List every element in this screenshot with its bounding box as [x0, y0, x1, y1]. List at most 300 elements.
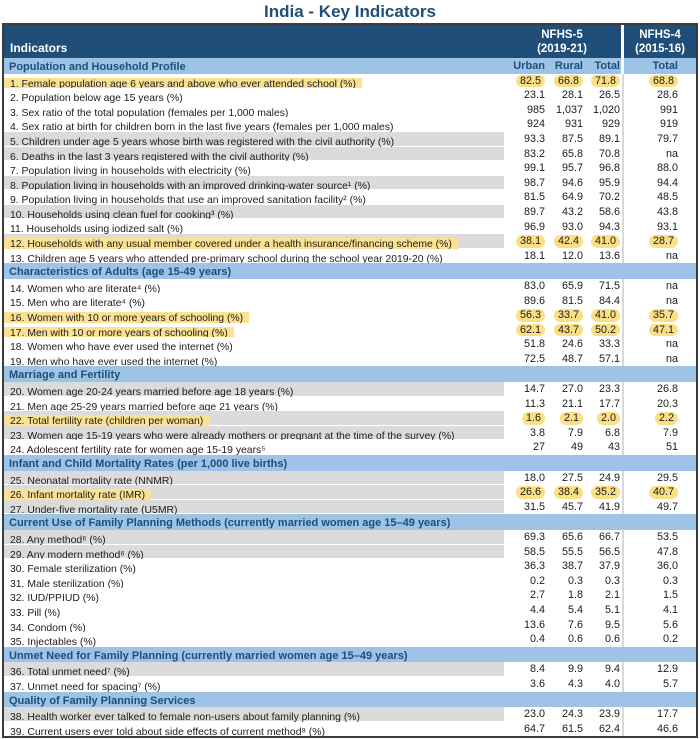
- table-row: [4, 722, 696, 737]
- indicator-label: 27. Under-five mortality rate (U5MR): [10, 504, 178, 515]
- urban-value: 3.6: [529, 677, 545, 690]
- rural-value: 27.5: [561, 471, 583, 484]
- table-row: [4, 397, 696, 412]
- rural-value: 66.8: [554, 75, 583, 88]
- table-row: [4, 132, 696, 147]
- indicator-label: 1. Female population age 6 years and above who ever attended school (%): [4, 78, 362, 89]
- table-row: [4, 279, 696, 294]
- table-row: [4, 440, 696, 455]
- total-value-nfhs4: 2.2: [655, 412, 678, 425]
- rural-value: 45.7: [561, 500, 583, 513]
- indicator-label: 4. Sex ratio at birth for children born in the last five years (females per 1,000 males): [10, 122, 394, 132]
- urban-value: 38.1: [516, 235, 545, 248]
- total-value-nfhs4: 51: [665, 441, 678, 454]
- total-value-nfhs5: 23.3: [598, 383, 620, 396]
- total-value-nfhs4: 28.6: [656, 89, 678, 102]
- rural-value: 81.5: [561, 294, 583, 307]
- urban-value: 0.2: [529, 574, 545, 587]
- rural-value: 24.6: [561, 338, 583, 351]
- table-row: [4, 74, 696, 89]
- indicator-label: 2. Population below age 15 years (%): [10, 93, 183, 103]
- column-group-separator: [620, 662, 624, 677]
- table-row: [4, 707, 696, 722]
- column-header-urban: Urban: [513, 60, 545, 72]
- total-value-nfhs5: 50.2: [591, 324, 620, 337]
- rural-value: 1,037: [555, 103, 583, 116]
- column-group-separator: [620, 603, 624, 618]
- indicator-label: 23. Women age 15-19 years who were already mothers or pregnant at the time of the survey (%): [10, 430, 455, 441]
- section-header-row: [4, 263, 696, 279]
- total-value-nfhs4: 5.7: [662, 677, 678, 690]
- total-value-nfhs5: 1,020: [592, 103, 620, 116]
- table-row: [4, 308, 696, 323]
- section-title: Infant and Child Mortality Rates (per 1,000 live births): [9, 457, 288, 470]
- column-group-separator: [620, 707, 624, 722]
- rural-value: 1.8: [567, 589, 583, 602]
- table-row: [4, 530, 696, 545]
- table-row: [4, 426, 696, 441]
- rural-value: 12.0: [561, 249, 583, 262]
- total-value-nfhs4: 0.3: [662, 574, 678, 587]
- indicator-label: 10. Households using clean fuel for cooking³ (%): [10, 209, 234, 220]
- total-value-nfhs5: 71.8: [591, 75, 620, 88]
- total-value-nfhs5: 26.5: [598, 89, 620, 102]
- total-value-nfhs5: 5.1: [604, 603, 620, 616]
- table-row: [4, 249, 696, 264]
- indicator-label: 16. Women with 10 or more years of schooling (%): [4, 312, 249, 323]
- urban-value: 64.7: [523, 722, 545, 735]
- column-group-separator: [620, 632, 624, 647]
- indicator-label: 14. Women who are literate⁴ (%): [10, 283, 161, 294]
- urban-value: 98.7: [523, 176, 545, 189]
- total-value-nfhs5: 2.1: [604, 589, 620, 602]
- column-group-separator: [620, 279, 624, 294]
- indicator-label: 9. Population living in households that use an improved sanitation facility² (%): [10, 195, 366, 205]
- indicator-label: 36. Total unmet need⁷ (%): [10, 667, 130, 677]
- rural-value: 7.9: [567, 426, 583, 439]
- rural-value: 94.6: [561, 176, 583, 189]
- urban-value: 81.5: [523, 191, 545, 204]
- urban-value: 23.1: [523, 89, 545, 102]
- total-value-nfhs5: 58.6: [598, 205, 620, 218]
- column-group-separator: [620, 426, 624, 441]
- table-row: [4, 574, 696, 589]
- indicator-label: 7. Population living in households with electricity (%): [10, 166, 251, 176]
- total-value-nfhs5: 62.4: [598, 722, 620, 735]
- urban-value: 36.3: [523, 560, 545, 573]
- table-row: [4, 88, 696, 103]
- indicator-label: 38. Health worker ever talked to female non-users about family planning (%): [10, 712, 360, 722]
- column-group-separator: [620, 103, 624, 118]
- rural-value: 33.7: [554, 309, 583, 322]
- urban-value: 96.9: [523, 220, 545, 233]
- column-group-separator: [620, 618, 624, 633]
- table-body: [4, 58, 696, 736]
- column-group-separator: [620, 323, 624, 338]
- total-value-nfhs5: 41.0: [591, 235, 620, 248]
- total-value-nfhs4: na: [665, 294, 678, 307]
- rural-value: 61.5: [561, 722, 583, 735]
- total-value-nfhs4: 53.5: [656, 531, 678, 544]
- urban-value: 82.5: [516, 75, 545, 88]
- total-value-nfhs4: na: [665, 147, 678, 160]
- urban-value: 83.2: [523, 147, 545, 160]
- rural-value: 43.2: [561, 205, 583, 218]
- nfhs5-years: (2019-21): [537, 42, 587, 55]
- column-group-separator: [620, 440, 624, 455]
- urban-value: 26.6: [516, 486, 545, 499]
- column-group-separator: [620, 559, 624, 574]
- column-group-separator: [620, 530, 624, 545]
- indicator-label: 25. Neonatal mortality rate (NNMR): [10, 475, 173, 486]
- indicator-label: 35. Injectables (%): [10, 637, 97, 647]
- total-value-nfhs4: 7.9: [662, 426, 678, 439]
- total-value-nfhs4: na: [665, 352, 678, 365]
- total-value-nfhs5: 2.0: [597, 412, 620, 425]
- total-value-nfhs4: 43.8: [656, 205, 678, 218]
- total-value-nfhs4: 46.6: [656, 722, 678, 735]
- total-value-nfhs5: 13.6: [598, 249, 620, 262]
- urban-value: 69.3: [523, 531, 545, 544]
- total-value-nfhs5: 9.4: [604, 663, 620, 676]
- urban-value: 72.5: [523, 352, 545, 365]
- total-value-nfhs4: 0.2: [662, 633, 678, 646]
- rural-value: 28.1: [561, 89, 583, 102]
- total-value-nfhs5: 35.2: [591, 486, 620, 499]
- table-row: [4, 352, 696, 367]
- rural-value: 0.3: [567, 574, 583, 587]
- column-group-separator: [620, 382, 624, 397]
- table-row: [4, 545, 696, 560]
- total-value-nfhs4: 4.1: [662, 603, 678, 616]
- indicator-label: 30. Female sterilization (%): [10, 564, 136, 574]
- indicator-label: 37. Unmet need for spacing⁷ (%): [10, 681, 161, 692]
- column-group-separator: [620, 74, 624, 89]
- column-group-separator: [620, 117, 624, 132]
- section-title: Unmet Need for Family Planning (currently married women age 15–49 years): [9, 649, 408, 662]
- total-value-nfhs4: 5.6: [662, 618, 678, 631]
- column-group-separator: [620, 545, 624, 560]
- total-value-nfhs4: 35.7: [649, 309, 678, 322]
- indicator-label: 24. Adolescent fertility rate for women age 15-19 years⁵: [10, 445, 266, 455]
- indicator-label: 5. Children under age 5 years whose birth was registered with the civil authority (%): [10, 137, 395, 147]
- total-value-nfhs5: 96.8: [598, 162, 620, 175]
- total-value-nfhs4: na: [665, 279, 678, 292]
- total-value-nfhs4: 12.9: [656, 663, 678, 676]
- indicator-label: 17. Men with 10 or more years of schooling (%): [4, 327, 234, 338]
- total-value-nfhs5: 9.5: [604, 618, 620, 631]
- total-value-nfhs5: 0.3: [604, 574, 620, 587]
- total-value-nfhs5: 41.9: [598, 500, 620, 513]
- indicator-label: 21. Men age 25-29 years married before age 21 years (%): [10, 401, 278, 412]
- indicator-label: 15. Men who are literate⁴ (%): [10, 298, 145, 309]
- section-title: Population and Household Profile: [9, 61, 186, 73]
- rural-value: 95.7: [561, 162, 583, 175]
- indicator-label: 33. Pill (%): [10, 607, 61, 618]
- table-row: [4, 411, 696, 426]
- total-value-nfhs4: 88.0: [656, 162, 678, 175]
- column-header-rural: Rural: [554, 60, 583, 72]
- total-value-nfhs5: 33.3: [598, 338, 620, 351]
- indicator-label: 26. Infant mortality rate (IMR): [4, 489, 151, 500]
- column-group-separator: [620, 293, 624, 308]
- indicator-label: 18. Women who have ever used the internet (%): [10, 342, 233, 352]
- total-value-nfhs4: 36.0: [656, 560, 678, 573]
- column-group-separator: [620, 500, 624, 515]
- urban-value: 0.4: [529, 633, 545, 646]
- total-value-nfhs4: na: [665, 338, 678, 351]
- total-value-nfhs5: 929: [601, 118, 620, 131]
- rural-value: 48.7: [561, 352, 583, 365]
- table-row: [4, 337, 696, 352]
- total-value-nfhs4: 47.8: [656, 545, 678, 558]
- rural-value: 38.4: [554, 486, 583, 499]
- indicator-label: 6. Deaths in the last 3 years registered with the civil authority (%): [10, 151, 309, 162]
- table-row: [4, 485, 696, 500]
- rural-value: 64.9: [561, 191, 583, 204]
- section-header-row: [4, 692, 696, 708]
- total-value-nfhs5: 6.8: [604, 426, 620, 439]
- section-header-row: [4, 58, 696, 74]
- urban-value: 62.1: [516, 324, 545, 337]
- urban-value: 89.6: [523, 294, 545, 307]
- urban-value: 23.0: [523, 708, 545, 721]
- urban-value: 4.4: [529, 603, 545, 616]
- table-row: [4, 382, 696, 397]
- section-header-row: [4, 455, 696, 471]
- total-value-nfhs5: 4.0: [604, 677, 620, 690]
- table-row: [4, 588, 696, 603]
- rural-value: 49: [570, 441, 583, 454]
- column-group-separator: [620, 219, 624, 234]
- total-value-nfhs5: 24.9: [598, 471, 620, 484]
- rural-value: 65.9: [561, 279, 583, 292]
- total-value-nfhs5: 56.5: [598, 545, 620, 558]
- column-group-separator: [620, 190, 624, 205]
- column-group-separator: [620, 205, 624, 220]
- rural-value: 7.6: [567, 618, 583, 631]
- urban-value: 14.7: [523, 383, 545, 396]
- table-row: [4, 161, 696, 176]
- indicator-label: 12. Households with any usual member covered under a health insurance/financing scheme (%): [4, 238, 458, 249]
- section-header-row: [4, 366, 696, 382]
- indicator-label: 22. Total fertility rate (children per woman): [4, 415, 209, 426]
- total-value-nfhs5: 57.1: [598, 352, 620, 365]
- total-value-nfhs5: 84.4: [598, 294, 620, 307]
- urban-value: 924: [526, 118, 545, 131]
- total-value-nfhs5: 71.5: [598, 279, 620, 292]
- column-header-total-nfhs4: Total: [652, 60, 678, 72]
- urban-value: 83.0: [523, 279, 545, 292]
- urban-value: 99.1: [523, 162, 545, 175]
- total-value-nfhs4: 1.5: [662, 589, 678, 602]
- total-value-nfhs4: 991: [659, 103, 678, 116]
- total-value-nfhs4: 48.5: [656, 191, 678, 204]
- rural-value: 42.4: [554, 235, 583, 248]
- total-value-nfhs5: 0.6: [604, 633, 620, 646]
- indicator-label: 32. IUD/PPIUD (%): [10, 593, 99, 603]
- urban-value: 93.3: [523, 133, 545, 146]
- indicator-label: 39. Current users ever told about side effects of current method⁸ (%): [10, 726, 325, 737]
- total-value-nfhs4: 47.1: [649, 324, 678, 337]
- indicator-label: 34. Condom (%): [10, 622, 86, 633]
- section-title: Quality of Family Planning Services: [9, 694, 196, 707]
- total-value-nfhs5: 41.0: [591, 309, 620, 322]
- rural-value: 27.0: [561, 383, 583, 396]
- column-group-separator: [620, 574, 624, 589]
- column-group-separator: [620, 249, 624, 264]
- total-value-nfhs4: 79.7: [656, 133, 678, 146]
- table-row: [4, 205, 696, 220]
- total-value-nfhs4: 919: [659, 118, 678, 131]
- indicator-label: 28. Any method⁶ (%): [10, 535, 106, 545]
- urban-value: 2.7: [529, 589, 545, 602]
- total-value-nfhs5: 70.2: [598, 191, 620, 204]
- total-value-nfhs4: 94.4: [656, 176, 678, 189]
- table-row: [4, 677, 696, 692]
- total-value-nfhs5: 23.9: [598, 708, 620, 721]
- urban-value: 13.6: [523, 618, 545, 631]
- indicators-column-label: Indicators: [10, 41, 68, 55]
- column-group-separator: [620, 308, 624, 323]
- rural-value: 9.9: [567, 663, 583, 676]
- table-row: [4, 190, 696, 205]
- rural-value: 55.5: [561, 545, 583, 558]
- section-header-row: [4, 647, 696, 663]
- total-value-nfhs5: 70.8: [598, 147, 620, 160]
- column-group-separator: [620, 337, 624, 352]
- column-group-separator: [620, 25, 624, 58]
- column-group-separator: [620, 411, 624, 426]
- urban-value: 31.5: [523, 500, 545, 513]
- rural-value: 931: [564, 118, 583, 131]
- column-group-separator: [620, 132, 624, 147]
- column-group-separator: [620, 352, 624, 367]
- column-group-separator: [620, 234, 624, 249]
- column-group-separator: [620, 147, 624, 162]
- rural-value: 0.6: [567, 633, 583, 646]
- total-value-nfhs4: 93.1: [656, 220, 678, 233]
- rural-value: 87.5: [561, 133, 583, 146]
- table-row: [4, 618, 696, 633]
- rural-value: 5.4: [567, 603, 583, 616]
- column-group-separator: [620, 677, 624, 692]
- column-group-separator: [620, 485, 624, 500]
- indicator-label: 11. Households using iodized salt (%): [10, 224, 184, 235]
- page-title: India - Key Indicators: [264, 2, 436, 21]
- urban-value: 11.3: [524, 397, 545, 410]
- total-value-nfhs5: 66.7: [598, 531, 620, 544]
- total-value-nfhs5: 17.7: [598, 397, 620, 410]
- section-title: Current Use of Family Planning Methods (currently married women age 15–49 years): [9, 517, 451, 530]
- table-row: [4, 500, 696, 515]
- rural-value: 21.1: [561, 397, 583, 410]
- column-group-separator: [620, 588, 624, 603]
- column-group-separator: [620, 722, 624, 737]
- indicator-label: 31. Male sterilization (%): [10, 578, 124, 589]
- key-indicators-table: [2, 23, 698, 738]
- urban-value: 985: [526, 103, 545, 116]
- urban-value: 3.8: [529, 426, 545, 439]
- section-title: Characteristics of Adults (age 15-49 years): [9, 266, 232, 279]
- indicator-label: 20. Women age 20-24 years married before age 18 years (%): [10, 387, 294, 397]
- urban-value: 8.4: [529, 663, 545, 676]
- column-group-separator: [620, 176, 624, 191]
- nfhs5-column-group-header: [504, 28, 620, 56]
- table-row: [4, 147, 696, 162]
- rural-value: 24.3: [561, 708, 583, 721]
- rural-value: 2.1: [560, 412, 583, 425]
- urban-value: 18.0: [523, 471, 545, 484]
- indicator-label: 13. Children age 5 years who attended pre-primary school during the school year 2019-20 (%): [10, 253, 443, 264]
- total-value-nfhs4: na: [665, 249, 678, 262]
- indicator-label: 8. Population living in households with an improved drinking-water source¹ (%): [10, 180, 371, 191]
- total-value-nfhs4: 68.8: [649, 75, 678, 88]
- table-row: [4, 323, 696, 338]
- urban-value: 18.1: [523, 249, 545, 262]
- total-value-nfhs5: 37.9: [598, 560, 620, 573]
- table-row: [4, 559, 696, 574]
- table-row: [4, 117, 696, 132]
- total-value-nfhs4: 49.7: [656, 500, 678, 513]
- total-value-nfhs4: 28.7: [649, 235, 678, 248]
- urban-value: 51.8: [523, 338, 545, 351]
- rural-value: 43.7: [554, 324, 583, 337]
- nfhs4-column-group-header: [624, 28, 696, 56]
- urban-value: 1.6: [522, 412, 545, 425]
- column-header-total-nfhs5: Total: [594, 60, 620, 72]
- column-group-separator: [620, 397, 624, 412]
- table-row: [4, 471, 696, 486]
- table-row: [4, 234, 696, 249]
- total-value-nfhs4: 17.7: [656, 708, 678, 721]
- nfhs4-years: (2015-16): [635, 42, 685, 55]
- indicator-label: 3. Sex ratio of the total population (females per 1,000 males): [10, 107, 289, 118]
- total-value-nfhs4: 29.5: [656, 471, 678, 484]
- indicator-label: 19. Men who have ever used the internet (%): [10, 356, 218, 367]
- rural-value: 93.0: [561, 220, 583, 233]
- nfhs4-name: NFHS-4: [639, 28, 681, 41]
- total-value-nfhs4: 40.7: [649, 486, 678, 499]
- table-row: [4, 293, 696, 308]
- table-row: [4, 662, 696, 677]
- total-value-nfhs4: 20.3: [656, 397, 678, 410]
- indicator-label: 29. Any modern method⁶ (%): [10, 549, 144, 560]
- column-group-separator: [620, 471, 624, 486]
- nfhs5-name: NFHS-5: [541, 28, 583, 41]
- section-title: Marriage and Fertility: [9, 369, 121, 382]
- table-row: [4, 176, 696, 191]
- section-header-row: [4, 514, 696, 530]
- rural-value: 65.8: [561, 147, 583, 160]
- total-value-nfhs5: 94.3: [598, 220, 620, 233]
- total-value-nfhs5: 89.1: [598, 133, 620, 146]
- total-value-nfhs4: 26.8: [656, 383, 678, 396]
- urban-value: 58.5: [523, 545, 545, 558]
- table-row: [4, 603, 696, 618]
- total-value-nfhs5: 95.9: [598, 176, 620, 189]
- column-group-separator: [620, 88, 624, 103]
- table-row: [4, 219, 696, 234]
- table-header-row: [4, 25, 696, 58]
- table-row: [4, 632, 696, 647]
- urban-value: 89.7: [523, 205, 545, 218]
- rural-value: 38.7: [561, 560, 583, 573]
- urban-value: 56.3: [516, 309, 545, 322]
- total-value-nfhs5: 43: [607, 441, 620, 454]
- column-group-separator: [620, 161, 624, 176]
- urban-value: 27: [532, 441, 545, 454]
